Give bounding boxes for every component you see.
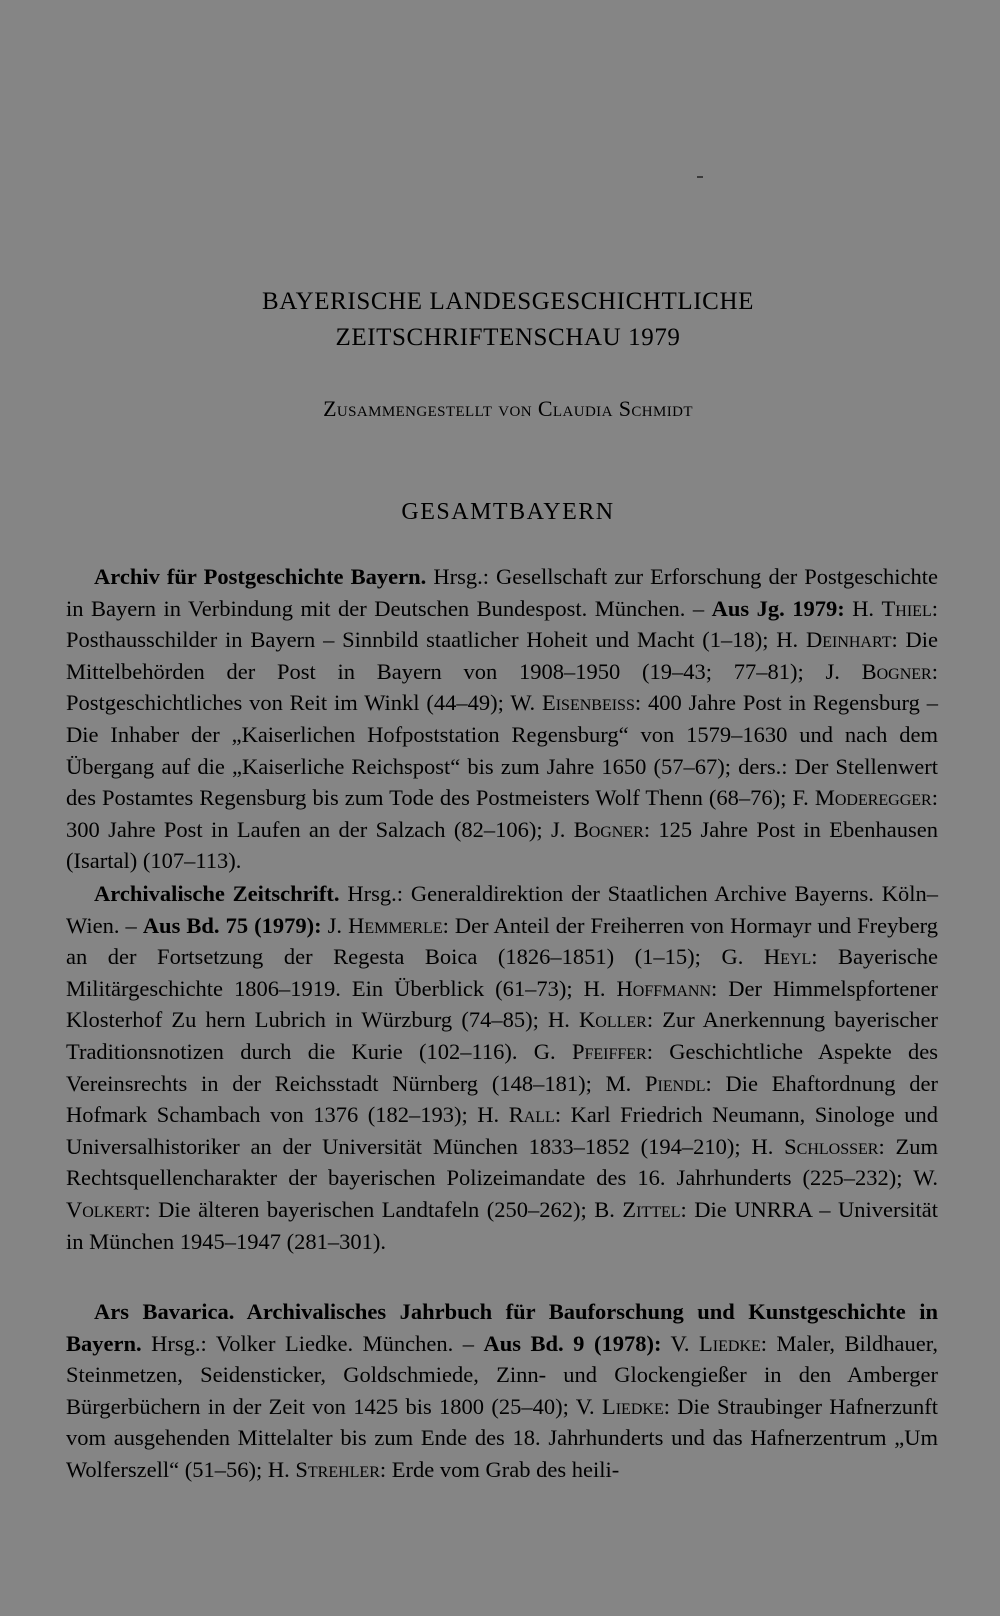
article-author-initial: J. (321, 912, 349, 938)
article-title: : Die UNRRA – Universität in München 1945–1947 (281–301). (66, 1196, 939, 1254)
article-author: Hoffmann (616, 975, 712, 1001)
article-author: Koller (579, 1007, 647, 1033)
journal-title: Archiv für Postgeschichte Bayern. (94, 564, 427, 589)
article-author: Liedke (601, 1393, 664, 1419)
article-author-initial: W. (503, 690, 542, 716)
article-author: Bogner (861, 658, 932, 684)
article-title: : Der Himmelspfortener Klosterhof Zu hern Lubrich in Würzburg (74–85); (66, 975, 938, 1033)
article-title: : Karl Friedrich Neumann, Sinologe und Universalhistoriker an der Universität München 1833–1852 (194–210); (66, 1102, 939, 1159)
journal-title: Archivalische Zeitschrift. (94, 881, 340, 906)
journal-entry (66, 561, 938, 877)
article-title: : Der Anteil der Freiherren von Hormayr und Freyberg an der Fortsetzung der Regesta Boica (1826–1851) (1–15); (66, 912, 938, 970)
article-title: : Bayerische Militärgeschichte 1806–1919. Ein Überblick (61–73); (66, 944, 938, 1001)
article-title: : Die älteren bayerischen Landtafeln (250–262); (144, 1196, 587, 1222)
article-title: : Die Mittelbehörden der Post in Bayern von 1908–1950 (19–43; 77–81); (66, 627, 938, 684)
journal-editor: Hrsg.: Generaldirektion der Staatlichen Archive Bayerns. Köln–Wien. – (66, 881, 938, 938)
article-author: Deinhart (805, 627, 892, 653)
journal-entry (66, 1296, 938, 1486)
article-author: Hemmerle (348, 912, 443, 938)
article-title: : Erde vom Grab des heili- (379, 1456, 620, 1482)
article-author: Moderegger (814, 785, 932, 811)
article-author: Piendl (645, 1070, 706, 1096)
article-author-initial: W. (902, 1165, 938, 1191)
article-author-initial: J. (803, 658, 862, 684)
article-author: Schlosser (784, 1133, 879, 1159)
article-title: : Posthausschilder in Bayern – Sinnbild staatlicher Hoheit und Macht (1–18); (66, 595, 938, 653)
article-author-initial: H. (538, 1007, 580, 1033)
article-author-initial: H. (572, 975, 617, 1001)
article-author-initial: G. (700, 944, 764, 970)
article-author-initial: V. (661, 1330, 700, 1356)
journal-title: Ars Bavarica. Archivalisches Jahrbuch für Bauforschung und Kunstgeschichte in Bayern. (66, 1299, 938, 1356)
article-author: Heyl (763, 944, 812, 970)
article-author-initial: H. (262, 1456, 296, 1482)
article-author-initial: J. (542, 816, 574, 842)
article-author: Strehler (295, 1456, 380, 1482)
journal-entry (66, 878, 938, 1257)
article-author: Liedke (699, 1330, 761, 1356)
article-author-initial: F. (786, 785, 815, 811)
scan-speck (697, 176, 703, 178)
journal-volume: Aus Bd. 75 (1979): (142, 912, 322, 938)
article-title: : Zum Rechtsquellencharakter der bayerischen Polizeimandate des 16. Jahrhunderts (225–232); (66, 1133, 938, 1191)
page-title-line-2: ZEITSCHRIFTENSCHAU 1979 (335, 324, 681, 351)
article-author: Rall (508, 1102, 555, 1128)
article-author: Bogner (573, 816, 644, 842)
compiled-by-line: Zusammengestellt von Claudia Schmidt (323, 396, 693, 421)
article-title: : 125 Jahre Post in Ebenhausen (Isartal) (107–113). (66, 816, 938, 874)
article-author: Zittel (622, 1196, 681, 1222)
article-title: : Zur Anerkennung bayerischer Traditionsnotizen durch die Kurie (102–116). (66, 1007, 939, 1064)
article-author: Volkert (66, 1196, 145, 1222)
journal-editor: Hrsg.: Volker Liedke. München. – (141, 1330, 484, 1356)
article-author: Pfeiffer (571, 1038, 647, 1064)
article-author-initial: H. (768, 627, 806, 653)
article-author-initial: B. (586, 1196, 623, 1222)
article-title: : 300 Jahre Post in Laufen an der Salzach (82–106); (66, 785, 938, 842)
article-title: : Maler, Bildhauer, Steinmetzen, Seidensticker, Goldschmiede, Zinn- und Glockengießer in den Amberger Bürgerbüchern in der Zeit von 1425 bis 1800 (25–40); (66, 1330, 938, 1419)
article-author-initial: M. (591, 1070, 645, 1096)
journal-volume: Aus Bd. 9 (1978): (483, 1330, 662, 1356)
article-author-initial: G. (517, 1038, 572, 1064)
article-title: : Geschichtliche Aspekte des Vereinsrechts in der Reichsstadt Nürnberg (148–181); (66, 1038, 938, 1096)
article-title: : 400 Jahre Post in Regensburg – Die Inhaber der „Kaiserlichen Hofpoststation Regensburg“ von 1579–1630 und nach dem Übergang auf die „Kaiserliche Reichspost“ bis zum Jahre 1650 (57–67); ders.: Der Stellenwert des Postamtes Regensburg bis zum Tode des Postmeisters Wolf Thenn (68–76); (66, 690, 938, 811)
journal-editor: Hrsg.: Gesellschaft zur Erforschung der Postgeschichte in Bayern in Verbindung mit der Deutschen Bundespost. München. – (66, 564, 938, 621)
journal-volume: Aus Jg. 1979: (711, 595, 845, 621)
section-heading: GESAMTBAYERN (401, 499, 615, 525)
article-title: : Postgeschichtliches von Reit im Winkl (44–49); (66, 658, 938, 716)
article-author: Thiel (881, 595, 932, 621)
article-title: : Die Ehaftordnung der Hofmark Schambach von 1376 (182–193); (66, 1070, 938, 1128)
article-title: : Die Straubinger Hafnerzunft vom ausgehenden Mittelalter bis zum Ende des 18. Jahrhunderts und das Hafnerzentrum „Um Wolferszell“ (51–56); (66, 1393, 938, 1482)
article-author-initial: H. (740, 1133, 785, 1159)
article-author-initial: H. (844, 595, 882, 621)
article-author: Eisenbeiss (541, 690, 635, 716)
article-author-initial: V. (568, 1393, 602, 1419)
page-title-line-1: BAYERISCHE LANDESGESCHICHTLICHE (261, 288, 754, 315)
article-author-initial: H. (467, 1102, 509, 1128)
